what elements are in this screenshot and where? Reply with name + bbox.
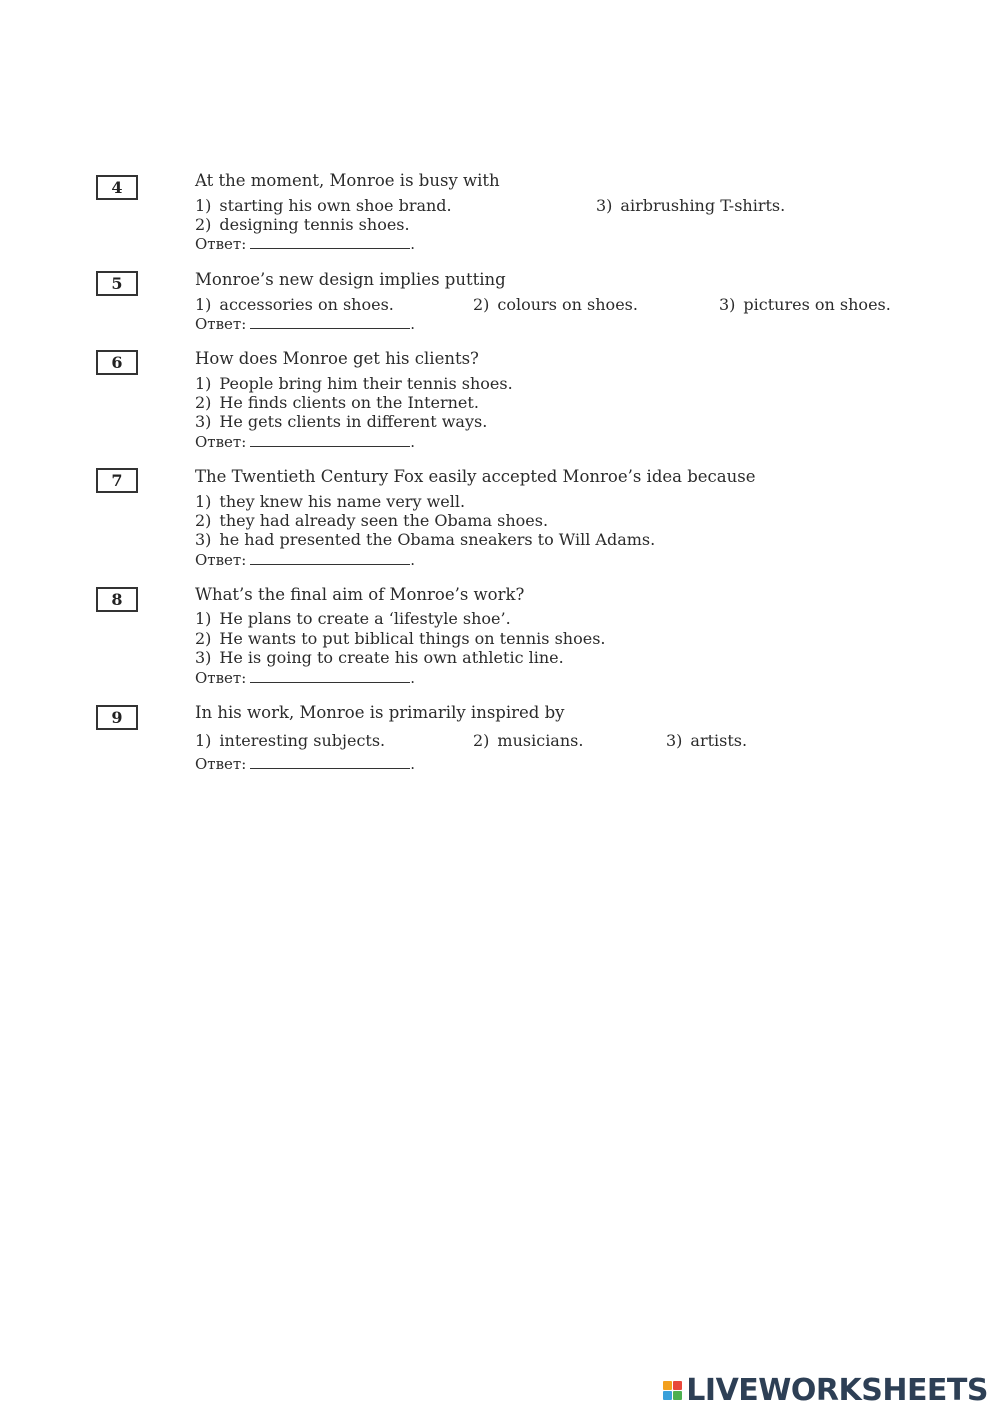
option-3[interactable]: 3) artists. [666, 731, 748, 750]
option-1[interactable]: 1) they knew his name very well. [195, 492, 466, 511]
option-3[interactable]: 3) he had presented the Obama sneakers to Will Adams. [195, 530, 656, 549]
question-stem: In his work, Monroe is primarily inspired by [195, 703, 565, 722]
option-1[interactable]: 1) starting his own shoe brand. [195, 196, 452, 215]
option-3[interactable]: 3) pictures on shoes. [719, 295, 891, 314]
option-3[interactable]: 3) airbrushing T-shirts. [596, 196, 786, 215]
answer-line: Ответ: . [195, 433, 416, 451]
option-2[interactable]: 2) He wants to put biblical things on tennis shoes. [195, 629, 606, 648]
question-number-box: 7 [96, 468, 138, 493]
answer-line: Ответ: . [195, 315, 416, 333]
answer-line: Ответ: . [195, 755, 416, 773]
question-number-box: 4 [96, 175, 138, 200]
option-3[interactable]: 3) He gets clients in different ways. [195, 412, 488, 431]
question-stem: At the moment, Monroe is busy with [195, 171, 500, 190]
option-1[interactable]: 1) interesting subjects. [195, 731, 386, 750]
question-stem: The Twentieth Century Fox easily accepted Monroe’s idea because [195, 467, 756, 486]
logo-text: LIVEWORKSHEETS [686, 1372, 988, 1408]
question-stem: Monroe’s new design implies putting [195, 270, 506, 289]
option-2[interactable]: 2) they had already seen the Obama shoes. [195, 511, 549, 530]
option-2[interactable]: 2) He finds clients on the Internet. [195, 393, 479, 412]
answer-input[interactable] [250, 314, 410, 329]
answer-input[interactable] [250, 754, 410, 769]
answer-input[interactable] [250, 668, 410, 683]
answer-line: Ответ: . [195, 669, 416, 687]
question-number-box: 8 [96, 587, 138, 612]
option-1[interactable]: 1) He plans to create a ‘lifestyle shoe’. [195, 609, 511, 628]
liveworksheets-logo-icon [663, 1381, 682, 1400]
option-2[interactable]: 2) musicians. [473, 731, 584, 750]
question-number-box: 9 [96, 705, 138, 730]
answer-input[interactable] [250, 234, 410, 249]
question-number-box: 5 [96, 271, 138, 296]
option-3[interactable]: 3) He is going to create his own athletic line. [195, 648, 564, 667]
option-1[interactable]: 1) accessories on shoes. [195, 295, 394, 314]
answer-line: Ответ: . [195, 235, 416, 253]
option-2[interactable]: 2) designing tennis shoes. [195, 215, 410, 234]
option-2[interactable]: 2) colours on shoes. [473, 295, 638, 314]
question-number-box: 6 [96, 350, 138, 375]
liveworksheets-logo[interactable] [663, 1374, 988, 1406]
answer-line: Ответ: . [195, 551, 416, 569]
answer-input[interactable] [250, 432, 410, 447]
question-stem: What’s the final aim of Monroe’s work? [195, 585, 525, 604]
answer-input[interactable] [250, 550, 410, 565]
question-stem: How does Monroe get his clients? [195, 349, 479, 368]
option-1[interactable]: 1) People bring him their tennis shoes. [195, 374, 513, 393]
